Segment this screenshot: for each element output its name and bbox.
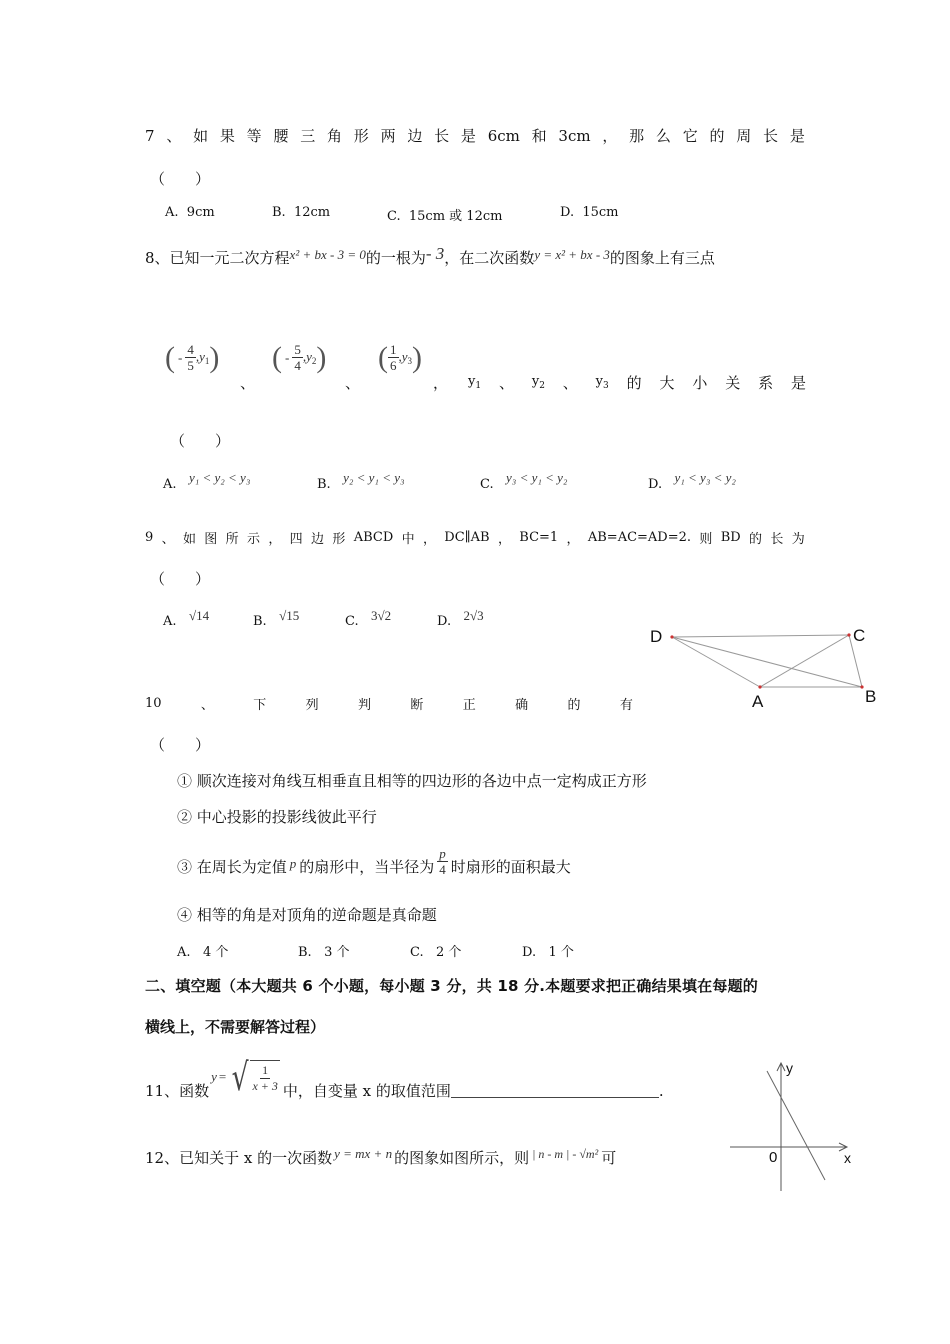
stem-char: 下 [253,698,267,713]
stem-char: 9 [145,530,154,545]
q10-item-1: ① 顺次连接对角线互相垂直且相等的四边形的各边中点一定构成正方形 [177,772,647,790]
stem-char: 形 [353,127,369,145]
vertex-a [758,685,761,688]
stem-char: 和 [531,127,547,145]
stem-char: 么 [655,127,671,145]
stem-char: AB=AC=AD=2. [587,530,692,545]
q12-graph [725,1055,855,1195]
q8-equation-1: x² + bx - 3 = 0 [289,247,366,262]
stem-char: 列 [305,698,319,713]
edge-da [672,637,760,687]
section2-heading-line2: 横线上，不需要解答过程） [145,1018,326,1036]
q7-option-c: C. 15cm 或 12cm [387,209,503,224]
q10-item-4: ④ 相等的角是对顶角的逆命题是真命题 [177,906,437,924]
q10-option-d: D. 1 个 [522,945,574,960]
edge-dc [672,635,849,637]
q10-option-a: A. 4 个 [177,945,229,960]
stem-char: 示 [246,532,260,547]
stem-char: ， [566,532,580,547]
stem-char: 6cm [487,126,520,145]
q9-figure [645,620,885,720]
stem-char: 周 [736,127,752,145]
diagonal-ac [760,635,849,687]
label-a: A [752,692,764,711]
q10-option-b: B. 3 个 [298,945,350,960]
stem-char: 正 [462,698,476,713]
q10-paren: （ ） [150,736,211,754]
q7-option-a: A. 9cm [165,205,215,220]
vertex-b [860,685,863,688]
stem-char: 为 [791,532,805,547]
stem-char: 边 [311,532,325,547]
section2-heading-line1: 二、填空题（本大题共 6 个小题，每小题 3 分，共 18 分.本题要求把正确结果填在每题的 [145,977,758,995]
q8-option-a: A. y₁ < y₂ < y₃ [163,470,251,492]
q7-option-b: B. 12cm [272,205,331,220]
stem-char: ， [497,532,511,547]
stem-char: 的 [567,698,581,713]
q9-option-c: C. 3√2 [345,608,392,629]
q7-option-d: D. 15cm [560,205,619,220]
stem-char: 长 [434,127,450,145]
label-d: D [650,627,663,646]
stem-char: 边 [407,127,423,145]
stem-char: 如 [193,127,209,145]
stem-char: 那 [629,127,645,145]
q8-root: - 3 [425,244,445,263]
q10-item-2: ② 中心投影的投影线彼此平行 [177,808,377,826]
stem-char: 四 [289,532,303,547]
stem-char: 图 [204,532,218,547]
q9-option-b: B. √15 [253,608,300,629]
graph-x-label: x [844,1150,851,1166]
stem-char: 中 [401,532,415,547]
stem-char: BC=1 [519,530,559,545]
stem-char: 长 [763,127,779,145]
graph-y-label: y [786,1060,793,1076]
stem-char: 果 [219,127,235,145]
stem-char: 、 [161,532,175,547]
vertex-d [670,635,673,638]
label-c: C [853,626,866,645]
stem-char: 3cm [558,126,591,145]
stem-char: 7 [145,126,155,145]
stem-char: 确 [515,698,529,713]
q10-item-3: ③ 在周长为定值 p 的扇形中，当半径为 $\frac{p}{4}$ 时扇形的面积最大 [177,846,571,877]
linear-function-graph [725,1055,855,1195]
stem-char: 判 [358,698,372,713]
stem-char: 有 [619,698,633,713]
stem-char: ， [422,532,436,547]
q9-option-d: D. 2√3 [437,608,484,629]
q10-stem [145,694,633,713]
stem-char: 它 [682,127,698,145]
q8-point-1: ( - $\frac{4}{5}$ $,y_1$ ) [165,340,220,374]
stem-char: 所 [225,532,239,547]
stem-char: ABCD [353,530,394,545]
stem-char: 等 [246,127,262,145]
q7-stem [145,125,805,146]
stem-char: 形 [332,532,346,547]
stem-char: 10 [145,696,162,711]
sqrt-sign: √ [231,1054,249,1099]
q8-relation: $y_1$ 、 $y_2$ 、 $y_3$ 的 大 小 关 系 是 [468,374,806,392]
stem-char: 断 [410,698,424,713]
q9-option-a: A. √14 [163,608,210,629]
q9-stem [145,528,805,547]
q8-equation-2: y = x² + bx - 3 [534,247,610,262]
graph-origin-label: 0 [769,1149,778,1166]
q8-point-3: ( $\frac{1}{6}$ $,y_3$ ) [378,340,423,374]
q8-comma: ， [433,374,449,392]
stem-char: 三 [300,127,316,145]
stem-char: ， [602,127,618,145]
q8-sep-2: 、 [345,374,361,392]
q10-option-c: C. 2 个 [410,945,462,960]
stem-char: 是 [460,127,476,145]
stem-char: 、 [200,698,214,713]
q8-option-c: C. y₃ < y₁ < y₂ [480,470,568,492]
stem-char: 则 [699,532,713,547]
q11-answer-blank[interactable] [451,1083,659,1098]
stem-char: BD [720,530,741,545]
q8-option-d: D. y₁ < y₃ < y₂ [648,470,736,492]
stem-char: 的 [709,127,725,145]
stem-char: 长 [770,532,784,547]
stem-char: 如 [182,532,196,547]
stem-char: 的 [749,532,763,547]
stem-char: 两 [380,127,396,145]
vertex-c [847,633,850,636]
stem-char: 腰 [273,127,289,145]
q8-stem: 8、已知一元二次方程x² + bx - 3 = 0的一根为- 3，在二次函数y = x² + bx - 3的图象上有三点 [145,244,715,267]
q8-point-2: ( - $\frac{5}{4}$ $,y_2$ ) [272,340,327,374]
q11-stem: 11、函数 y = √ $\frac{1}{x + 3}$ 中，自变量 x 的取值范围 . [145,1054,664,1100]
quadrilateral-figure [645,620,885,720]
q12-stem: 12、已知关于 x 的一次函数 y = mx + n 的图象如图所示，则 $^{| n - m | - √m^2}$ 可 [145,1146,617,1167]
q8-option-b: B. y₂ < y₁ < y₃ [317,470,405,492]
q9-paren: （ ） [150,570,211,588]
label-b: B [865,687,877,706]
q8-sep-1: 、 [240,374,256,392]
stem-char: 是 [789,127,805,145]
stem-char: 、 [166,127,182,145]
q7-paren: （ ） [150,170,211,188]
q8-paren: （ ） [170,432,231,450]
stem-char: DC∥AB [444,530,490,545]
stem-char: ， [268,532,282,547]
stem-char: 角 [327,127,343,145]
